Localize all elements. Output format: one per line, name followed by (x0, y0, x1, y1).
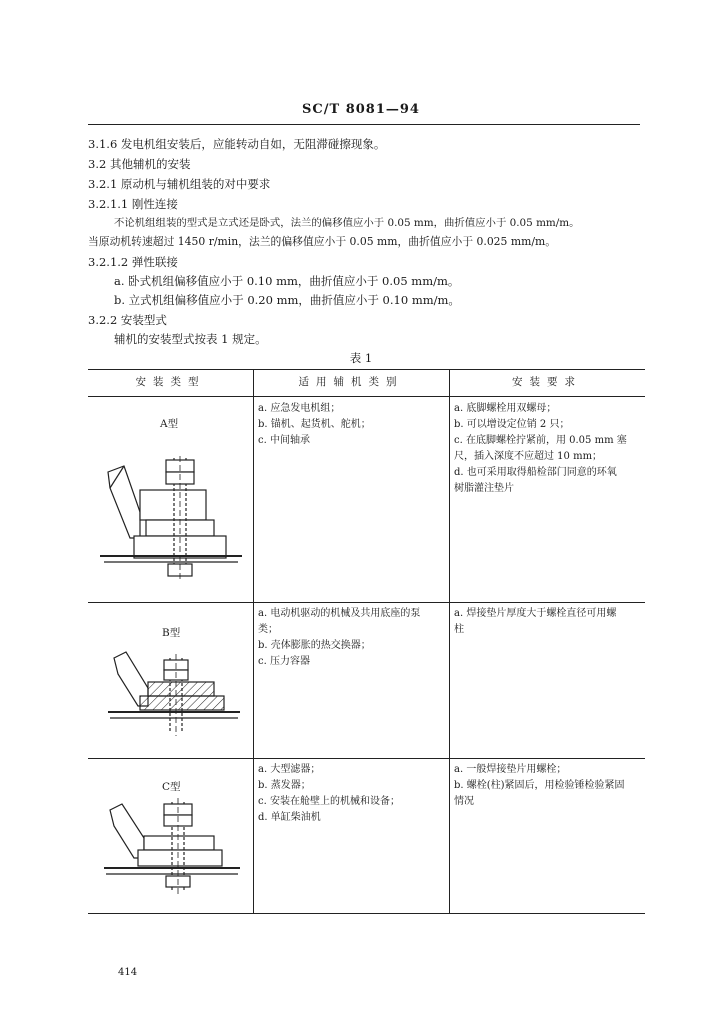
item-a: a. 卧式机组偏移值应小于 0.10 mm，曲折值应小于 0.05 mm/m。 (114, 274, 460, 288)
type-label-b: B型 (162, 627, 181, 639)
list-item: a. 电动机驱动的机械及共用底座的泵 (258, 608, 421, 619)
list-item: a. 大型滤器； (258, 764, 321, 775)
paragraph-install: 辅机的安装型式按表 1 规定。 (114, 332, 267, 346)
list-item: a. 一般焊接垫片用螺栓； (454, 764, 567, 775)
list-item: c. 压力容器 (258, 656, 310, 667)
table-column-rule (449, 369, 450, 913)
clause-3-2-1: 3.2.1 原动机与辅机组装的对中要求 (88, 177, 271, 191)
mounting-diagram-b (104, 648, 244, 738)
table-row-rule (88, 758, 645, 759)
list-item: d. 也可采用取得船检部门同意的环氧 (454, 467, 617, 478)
clause-3-1-6: 3.1.6 发电机组安装后，应能转动自如，无阻滞碰擦现象。 (88, 137, 386, 151)
type-label-c: C型 (162, 781, 181, 793)
table-row-rule (88, 602, 645, 603)
table-bottom-rule (88, 913, 645, 914)
list-item: b. 可以增设定位销 2 只； (454, 419, 570, 430)
table-row-b-machines (258, 606, 420, 670)
header-rule (88, 124, 640, 125)
paragraph-rigid-1: 不论机组组装的型式是立式还是卧式，法兰的偏移值应小于 0.05 mm，曲折值应小于 0.05 mm/m。 (114, 217, 580, 229)
list-item: b. 壳体膨胀的热交换器； (258, 640, 371, 651)
standard-number: SC/T 8081—94 (302, 102, 420, 117)
header-machine-category: 适用辅机类别 (298, 376, 404, 388)
list-item: 情况 (454, 796, 474, 807)
table-column-rule (253, 369, 254, 913)
list-item: 柱 (454, 624, 464, 635)
list-item: a. 底脚螺栓用双螺母； (454, 403, 557, 414)
list-item: c. 中间轴承 (258, 435, 310, 446)
list-item: b. 蒸发器； (258, 780, 311, 791)
item-b: b. 立式机组偏移值应小于 0.20 mm，曲折值应小于 0.10 mm/m。 (114, 293, 460, 307)
list-item: 尺，插入深度不应超过 10 mm； (454, 451, 603, 462)
clause-3-2: 3.2 其他辅机的安装 (88, 157, 191, 171)
header-install-type: 安装类型 (135, 376, 206, 388)
mounting-diagram-c (100, 796, 246, 896)
table-top-rule (88, 369, 645, 370)
list-item: 类； (258, 624, 278, 635)
list-item: a. 焊接垫片厚度大于螺栓直径可用螺 (454, 608, 617, 619)
list-item: c. 安装在舱壁上的机械和设备； (258, 796, 400, 807)
list-item: b. 螺栓(柱)紧固后，用检验锤检验紧固 (454, 780, 625, 791)
mounting-diagram-a (96, 452, 246, 582)
list-item: d. 单缸柴油机 (258, 812, 321, 823)
clause-3-2-1-2: 3.2.1.2 弹性联接 (88, 255, 178, 269)
list-item: b. 锚机、起货机、舵机； (258, 419, 371, 430)
clause-3-2-1-1: 3.2.1.1 刚性连接 (88, 197, 178, 211)
page-number: 414 (118, 967, 138, 978)
header-install-requirements: 安装要求 (512, 376, 582, 388)
paragraph-rigid-2: 当原动机转速超过 1450 r/min，法兰的偏移值应小于 0.05 mm，曲折值应小于 0.025 mm/m。 (88, 235, 557, 248)
clause-3-2-2: 3.2.2 安装型式 (88, 313, 167, 327)
table-row-a-machines (258, 401, 371, 449)
table-caption: 表 1 (349, 351, 373, 365)
type-label-a: A型 (160, 418, 179, 430)
table-row-c-machines (258, 762, 400, 826)
table-row-c-requirements (454, 762, 625, 810)
table-row-b-requirements (454, 606, 616, 638)
list-item: 树脂灌注垫片 (454, 483, 514, 494)
table-row-a-requirements (454, 401, 627, 497)
list-item: a. 应急发电机组； (258, 403, 341, 414)
table-header-rule (88, 396, 645, 397)
list-item: c. 在底脚螺栓拧紧前，用 0.05 mm 塞 (454, 435, 627, 446)
